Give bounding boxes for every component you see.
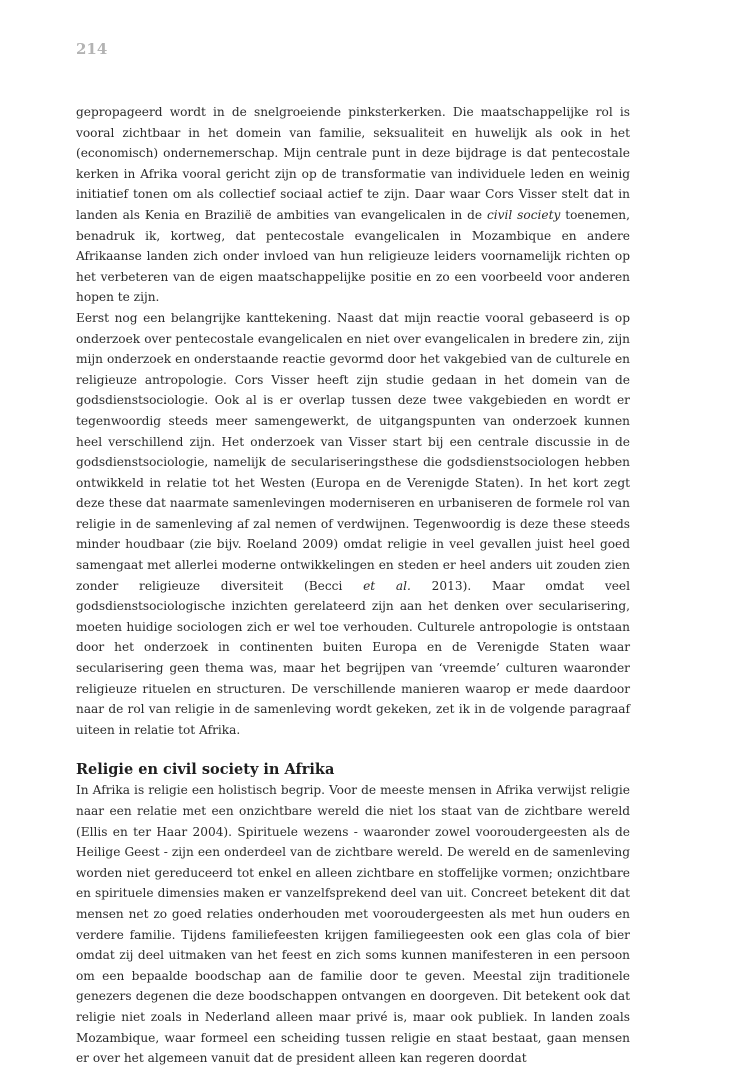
text-run: gepropageerd wordt in de snelgroeiende pinksterkerken. Die maatschappelijke rol is vooral zichtbaar in het domein van familie, seksualiteit en huwelijk als ook in het (economisch) ondernemerschap. Mijn centrale punt in deze bijdrage is dat pentecostale kerken in Afrika vooral gericht zijn op de transformatie van individuele leden en weinig initiatief tonen om als collectief sociaal actief te zijn. Daar waar Cors Visser stelt dat in landen als Kenia en Brazilië de ambities van evangelicalen in de: [76, 105, 630, 222]
text-run: toenemen, benadruk ik, kortweg, dat pentecostale evangelicalen in Mozambique en andere Afrikaanse landen zich onder invloed van hun religieuze leiders voornamelijk richten op het verbeteren van de eigen maatschappelijke positie en zo een voorbeeld voor anderen hopen te zijn.: [76, 207, 630, 305]
page-number: 214: [76, 40, 108, 58]
text-run-italic: civil society: [486, 207, 561, 222]
section-heading: Religie en civil society in Afrika: [76, 761, 335, 779]
text-run: Eerst nog een belangrijke kanttekening. Naast dat mijn reactie vooral gebaseerd is op onderzoek over pentecostale evangelicalen en niet over evangelicalen in bredere zin, zijn mijn onderzoek en onderstaande reactie gevormd door het vakgebied van de culturele en religieuze antropologie. Cors Visser heeft zijn studie gedaan in het domein van de godsdienstsociologie. Ook al is er overlap tussen deze twee vakgebieden en wordt er tegenwoordig steeds meer samengewerkt, de uitgangspunten van onderzoek kunnen heel verschillend zijn. Het onderzoek van Visser start bij een centrale discussie in de godsdienstsociologie, namelijk de seculariseringsthese die godsdienstsociologen hebben ontwikkeld in relatie tot het Westen (Europa en de Verenigde Staten). In het kort zegt deze these dat naarmate samenlevingen moderniseren en urbaniseren de formele rol van religie in de samenleving af zal nemen of verdwijnen. Tegenwoordig is deze these steeds minder houdbaar (zie bijv. Roeland 2009) omdat religie in veel gevallen juist heel goed samengaat met allerlei moderne ontwikkelingen en steden er heel anders uit zouden zien zonder religieuze diversiteit (Becci: [76, 310, 630, 593]
text-run-italic: et al.: [363, 578, 411, 593]
paragraph: [76, 308, 630, 740]
paragraph: [76, 102, 630, 308]
text-run: 2013). Maar omdat veel godsdienstsociologische inzichten gerelateerd zijn aan het denken over secularisering, moeten huidige sociologen zich er wel toe verhouden. Culturele antropologie is ontstaan door het onderzoek in continenten buiten Europa en de Verenigde Staten waar secularisering geen thema was, maar het begrijpen van ‘vreemde’ culturen waaronder religieuze rituelen en structuren. De verschillende manieren waarop er mede daardoor naar de rol van religie in de samenleving wordt gekeken, zet ik in de volgende paragraaf uiteen in relatie tot Afrika.: [76, 578, 631, 737]
body-text: [76, 102, 630, 1069]
section-paragraph: In Afrika is religie een holistisch begrip. Voor de meeste mensen in Afrika verwijst religie naar een relatie met een onzichtbare wereld die niet los staat van de zichtbare wereld (Ellis en ter Haar 2004). Spirituele wezens - waaronder zowel vooroudergeesten als de Heilige Geest - zijn een onderdeel van de zichtbare wereld. De wereld en de samenleving worden niet gereduceerd tot enkel en alleen zichtbare en stoffelijke vormen; onzichtbare en spirituele dimensies maken er vanzelfsprekend deel van uit. Concreet betekent dit dat mensen net zo goed relaties onderhouden met vooroudergeesten als met hun ouders en verdere familie. Tijdens familiefeesten krijgen familiegeesten ook een glas cola of bier omdat zij deel uitmaken van het feest en zich soms kunnen manifesteren in een persoon om een bepaalde boodschap aan de familie door te geven. Meestal zijn traditionele genezers degenen die deze boodschappen ontvangen en doorgeven. Dit betekent ook dat religie niet zoals in Nederland alleen maar privé is, maar ook publiek. In landen zoals Mozambique, waar formeel een scheiding tussen religie en staat bestaat, gaan mensen er over het algemeen vanuit dat de president alleen kan regeren doordat: [76, 783, 630, 1066]
